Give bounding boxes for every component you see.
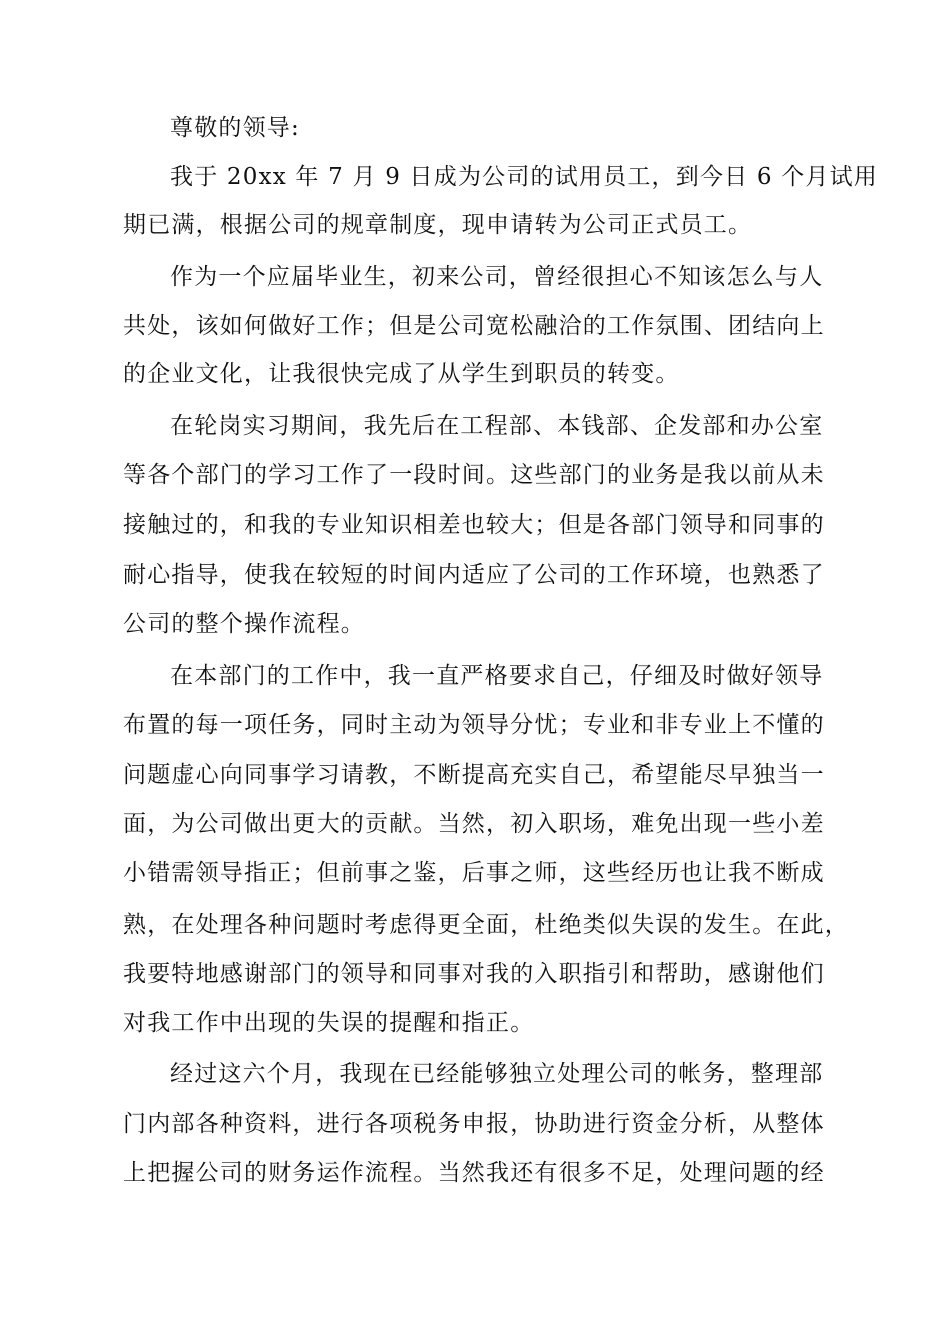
text-line: 熟，在处理各种问题时考虑得更全面，杜绝类似失误的发生。在此，	[123, 912, 849, 938]
text-line: 对我工作中出现的失误的提醒和指正。	[123, 1010, 535, 1036]
text-line: 布置的每一项任务，同时主动为领导分忧；专业和非专业上不懂的	[123, 712, 825, 738]
text-line: 共处，该如何做好工作；但是公司宽松融洽的工作氛围、团结向上	[123, 313, 825, 339]
text-line: 上把握公司的财务运作流程。当然我还有很多不足，处理问题的经	[123, 1160, 825, 1186]
text-line: 门内部各种资料，进行各项税务申报，协助进行资金分析，从整体	[123, 1111, 825, 1137]
text-line: 期已满，根据公司的规章制度，现申请转为公司正式员工。	[123, 212, 753, 238]
text-line: 小错需领导指正；但前事之鉴，后事之师，这些经历也让我不断成	[123, 860, 825, 886]
text-line: 公司的整个操作流程。	[123, 611, 365, 637]
text-line: 的企业文化，让我很快完成了从学生到职员的转变。	[123, 361, 680, 387]
text-line: 我于 20xx 年 7 月 9 日成为公司的试用员工，到今日 6 个月试用	[170, 164, 878, 190]
text-line: 作为一个应届毕业生，初来公司，曾经很担心不知该怎么与人	[170, 264, 824, 290]
text-line: 接触过的，和我的专业知识相差也较大；但是各部门领导和同事的	[123, 512, 825, 538]
text-line: 在轮岗实习期间，我先后在工程部、本钱部、企发部和办公室	[170, 413, 824, 439]
text-line: 经过这六个月，我现在已经能够独立处理公司的帐务，整理部	[170, 1061, 824, 1087]
text-line: 耐心指导，使我在较短的时间内适应了公司的工作环境，也熟悉了	[123, 562, 825, 588]
salutation: 尊敬的领导:	[170, 115, 300, 141]
text-line: 在本部门的工作中，我一直严格要求自己，仔细及时做好领导	[170, 663, 824, 689]
text-line: 等各个部门的学习工作了一段时间。这些部门的业务是我以前从未	[123, 462, 825, 488]
text-line: 问题虚心向同事学习请教，不断提高充实自己，希望能尽早独当一	[123, 762, 825, 788]
text-line: 我要特地感谢部门的领导和同事对我的入职指引和帮助，感谢他们	[123, 961, 825, 987]
text-line: 面，为公司做出更大的贡献。当然，初入职场，难免出现一些小差	[123, 811, 825, 837]
